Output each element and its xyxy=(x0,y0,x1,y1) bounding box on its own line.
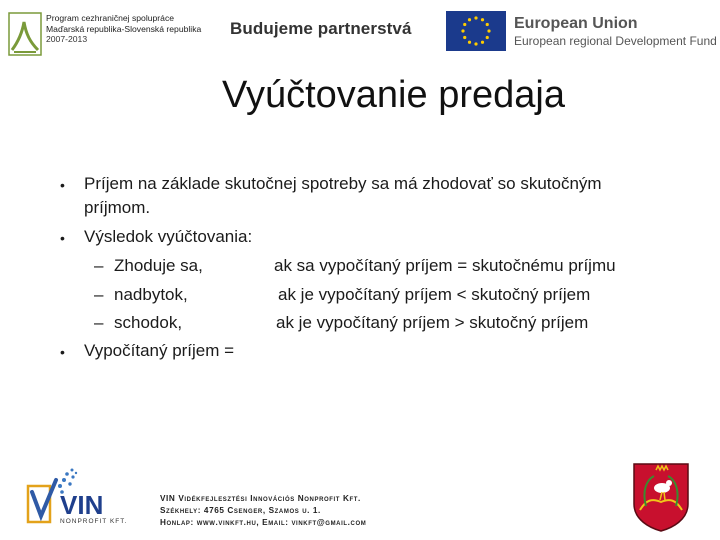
subitem-3-desc: ak je vypočítaný príjem > skutočný príjem xyxy=(276,313,589,332)
eu-star-icon xyxy=(468,41,471,44)
bullet-marker: • xyxy=(60,344,65,360)
dash-marker: – xyxy=(94,313,104,332)
subitem-3-label: schodok, xyxy=(114,313,183,332)
vin-contact-block xyxy=(160,493,366,529)
eu-star-icon xyxy=(486,23,489,26)
vin-address: Székhely: 4765 Csenger, Szamos u. 1. xyxy=(160,506,321,515)
eu-fund-name: European regional Development Fund xyxy=(514,34,717,48)
program-line-2: Maďarská republika-Slovenská republika xyxy=(46,23,202,34)
eu-title: European Union xyxy=(514,15,638,32)
vin-logo-icon xyxy=(24,464,164,526)
eu-star-icon xyxy=(461,29,464,32)
dash-marker: – xyxy=(94,285,104,304)
bullet-marker: • xyxy=(60,177,65,193)
subitem-2-desc: ak je vypočítaný príjem < skutočný príjem xyxy=(278,285,591,304)
bullet-1-line-2: príjmom. xyxy=(84,198,151,217)
vin-logo-text: VIN xyxy=(60,490,104,520)
bullet-marker: • xyxy=(60,230,65,246)
eu-star-icon xyxy=(474,42,477,45)
subitem-1-desc: ak sa vypočítaný príjem = skutočnému príjmu xyxy=(274,256,616,275)
vin-logo-subtitle: NONPROFIT KFT. xyxy=(60,518,128,525)
eu-star-icon xyxy=(487,29,490,32)
eu-star-icon xyxy=(486,36,489,39)
coat-of-arms-icon xyxy=(632,462,690,532)
eu-star-icon xyxy=(463,23,466,26)
program-logo-icon xyxy=(8,12,42,56)
dash-marker: – xyxy=(94,256,104,275)
program-years: 2007-2013 xyxy=(46,34,88,44)
eu-star-icon xyxy=(481,41,484,44)
header-logos xyxy=(0,0,720,70)
vin-company-name: VIN Vidékfejlesztési Innovációs Nonprofit Kft. xyxy=(160,494,361,503)
subitem-1-label: Zhoduje sa, xyxy=(114,256,203,275)
eu-flag-icon xyxy=(446,11,506,51)
bullet-2-text: Výsledok vyúčtovania: xyxy=(84,227,253,246)
vin-website-email: Honlap: www.vinkft.hu, Email: vinkft@gmail.com xyxy=(160,518,367,527)
eu-star-icon xyxy=(468,18,471,21)
subitem-2-label: nadbytok, xyxy=(114,285,188,304)
eu-star-icon xyxy=(481,18,484,21)
partnership-slogan: Budujeme partnerstvá xyxy=(230,19,412,38)
program-text xyxy=(46,13,201,45)
eu-star-icon xyxy=(463,36,466,39)
bullet-1-line-1: Príjem na základe skutočnej spotreby sa má zhodovať so skutočným xyxy=(84,174,602,193)
page-title: Vyúčtovanie predaja xyxy=(222,74,565,116)
eu-star-icon xyxy=(474,16,477,19)
program-line-1: Program cezhraničnej spolupráce xyxy=(46,13,175,23)
bullet-3-text: Vypočítaný príjem = xyxy=(84,341,235,360)
